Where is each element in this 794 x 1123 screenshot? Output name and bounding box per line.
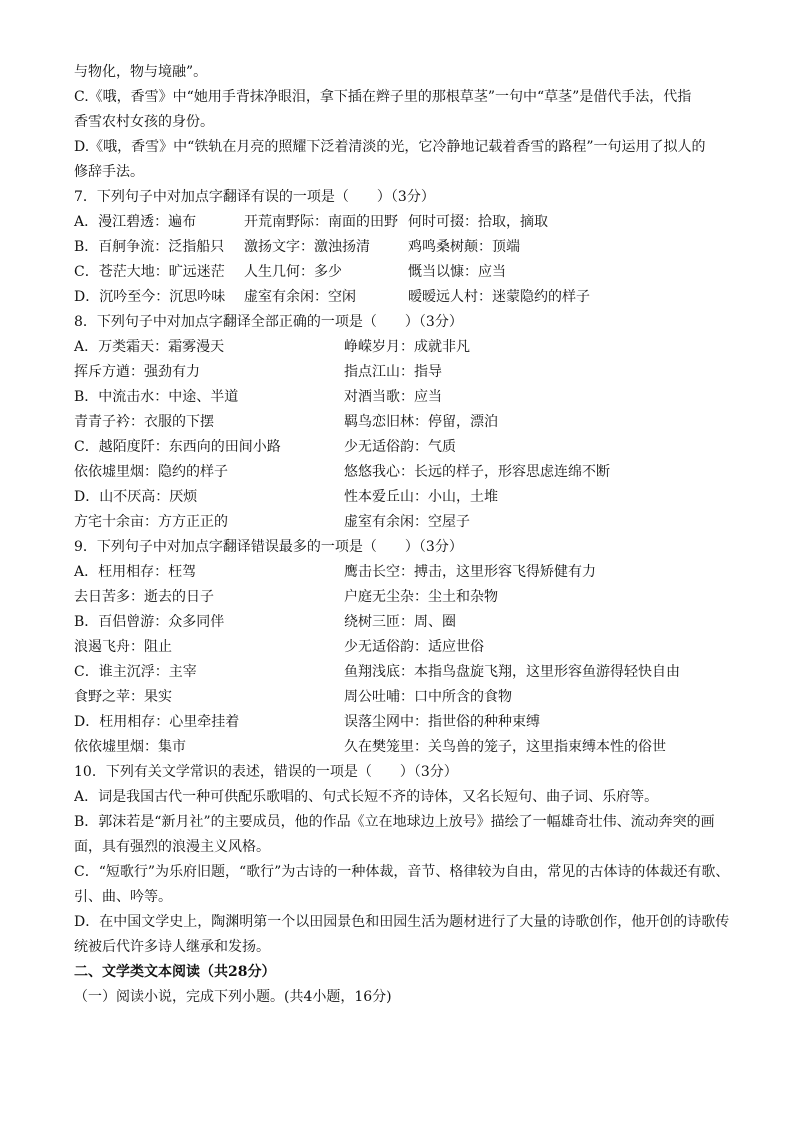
option-cell: 指点江山：指导 — [344, 364, 442, 380]
question-9-row — [74, 560, 734, 585]
option-cell: 绕树三匝：周、圈 — [344, 614, 456, 630]
text-line: B．郭沫若是“新月社”的主要成员，他的作品《立在地球边上放号》描绘了一幅雄奇壮伟、流动奔突的画 — [74, 814, 715, 830]
question-7-option — [74, 210, 734, 235]
question-9-stem: 9．下列句子中对加点字翻译错误最多的一项是（ ）（3分） — [74, 539, 463, 555]
question-9-row — [74, 685, 734, 710]
option-cell: 悠悠我心：长远的样子，形容思虑连绵不断 — [344, 464, 610, 480]
text-line: 香雪农村女孩的身份。 — [74, 114, 214, 130]
option-cell: 何时可掇：拾取，摘取 — [408, 214, 548, 230]
question-7-option — [74, 260, 734, 285]
option-cell: 少无适俗韵：气质 — [344, 439, 456, 455]
question-8-row — [74, 410, 734, 435]
option-cell: 激扬文字：激浊扬清 — [244, 239, 370, 255]
text-line: 引、曲、吟等。 — [74, 889, 172, 905]
option-cell: 方宅十余亩：方方正正的 — [74, 514, 228, 530]
option-cell: 暧暧远人村：迷蒙隐约的样子 — [408, 289, 590, 305]
option-cell: 慨当以慷：应当 — [408, 264, 506, 280]
option-cell: 食野之苹：果实 — [74, 689, 172, 705]
question-7-option — [74, 285, 734, 310]
question-9-row — [74, 735, 734, 760]
question-9-row — [74, 635, 734, 660]
option-cell: 鸡鸣桑树颠：顶端 — [408, 239, 520, 255]
question-9-row — [74, 710, 734, 735]
question-9-row — [74, 660, 734, 685]
option-cell: 浪遏飞舟：阻止 — [74, 639, 172, 655]
question-9-row — [74, 610, 734, 635]
option-cell: 户庭无尘杂：尘土和杂物 — [344, 589, 498, 605]
option-cell: 久在樊笼里：关鸟兽的笼子，这里指束缚本性的俗世 — [344, 739, 666, 755]
option-cell: B．百舸争流：泛指船只 — [74, 239, 225, 255]
option-cell: A．万类霜天：霜雾漫天 — [74, 339, 225, 355]
exam-page — [74, 60, 734, 1010]
option-cell: 周公吐哺：口中所含的食物 — [344, 689, 512, 705]
text-line: 面，具有强烈的浪漫主义风格。 — [74, 839, 270, 855]
option-cell: 依依墟里烟：集市 — [74, 739, 186, 755]
option-cell: 虚室有余闲：空闲 — [244, 289, 356, 305]
option-cell: 对酒当歌：应当 — [344, 389, 442, 405]
option-cell: 青青子衿：衣服的下摆 — [74, 414, 214, 430]
option-cell: 性本爱丘山：小山，土堆 — [344, 489, 498, 505]
text-line: 与物化，物与境融”。 — [74, 64, 208, 80]
text-line: 统被后代许多诗人继承和发扬。 — [74, 939, 270, 955]
text-line: C．“短歌行”为乐府旧题，“歌行”为古诗的一种体裁，音节、格律较为自由，常见的古体诗的体裁还有歌、 — [74, 864, 730, 880]
option-cell: C．谁主沉浮：主宰 — [74, 664, 197, 680]
option-cell: 误落尘网中：指世俗的种种束缚 — [344, 714, 540, 730]
option-cell: 依依墟里烟：隐约的样子 — [74, 464, 228, 480]
question-8-stem: 8．下列句子中对加点字翻译全部正确的一项是（ ）（3分） — [74, 314, 463, 330]
question-10-stem: 10．下列有关文学常识的表述，错误的一项是（ ）（3分） — [74, 764, 458, 780]
option-cell: D．沉吟至今：沉思吟味 — [74, 289, 226, 305]
section-heading: 二、文学类文本阅读（共28分） — [74, 964, 276, 980]
question-8-row — [74, 435, 734, 460]
option-cell: C．越陌度阡：东西向的田间小路 — [74, 439, 281, 455]
question-8-row — [74, 510, 734, 535]
question-9-row — [74, 585, 734, 610]
option-cell: A．漫江碧透：遍布 — [74, 214, 197, 230]
option-cell: 鱼翔浅底：本指鸟盘旋飞翔，这里形容鱼游得轻快自由 — [344, 664, 680, 680]
text-line: 修辞手法。 — [74, 164, 144, 180]
option-cell: C．苍茫大地：旷远迷茫 — [74, 264, 225, 280]
option-cell: D．山不厌高：厌烦 — [74, 489, 198, 505]
option-cell: 峥嵘岁月：成就非凡 — [344, 339, 470, 355]
subsection-heading: （一）阅读小说，完成下列小题。(共4小题，16分) — [74, 989, 392, 1005]
question-7-stem: 7．下列句子中对加点字翻译有误的一项是（ ）（3分） — [74, 189, 435, 205]
option-cell: 挥斥方遒：强劲有力 — [74, 364, 200, 380]
option-cell: D．枉用相存：心里牵挂着 — [74, 714, 240, 730]
question-8-row — [74, 485, 734, 510]
option-cell: 人生几何：多少 — [244, 264, 342, 280]
question-8-row — [74, 460, 734, 485]
option-cell: 羁鸟恋旧林：停留，漂泊 — [344, 414, 498, 430]
option-cell: 虚室有余闲：空屋子 — [344, 514, 470, 530]
text-line: D.《哦，香雪》中“铁轨在月亮的照耀下泛着清淡的光，它冷静地记载着香雪的路程”一句运用了拟人的 — [74, 139, 706, 155]
option-cell: 少无适俗韵：适应世俗 — [344, 639, 484, 655]
question-8-row — [74, 335, 734, 360]
question-7-option — [74, 235, 734, 260]
question-8-row — [74, 360, 734, 385]
option-cell: B．百侣曾游：众多同伴 — [74, 614, 225, 630]
text-line: A．词是我国古代一种可供配乐歌唱的、句式长短不齐的诗体，又名长短句、曲子词、乐府等。 — [74, 789, 659, 805]
option-cell: 开荒南野际：南面的田野 — [244, 214, 398, 230]
option-cell: 去日苦多：逝去的日子 — [74, 589, 214, 605]
question-8-row — [74, 385, 734, 410]
option-cell: B．中流击水：中途、半道 — [74, 389, 239, 405]
text-line: D．在中国文学史上，陶渊明第一个以田园景色和田园生活为题材进行了大量的诗歌创作，他开创的诗歌传 — [74, 914, 730, 930]
text-line: C.《哦，香雪》中“她用手背抹净眼泪，拿下插在辫子里的那根草茎”一句中“草茎”是借代手法，代指 — [74, 89, 692, 105]
option-cell: 鹰击长空：搏击，这里形容飞得矫健有力 — [344, 564, 596, 580]
option-cell: A．枉用相存：枉驾 — [74, 564, 197, 580]
